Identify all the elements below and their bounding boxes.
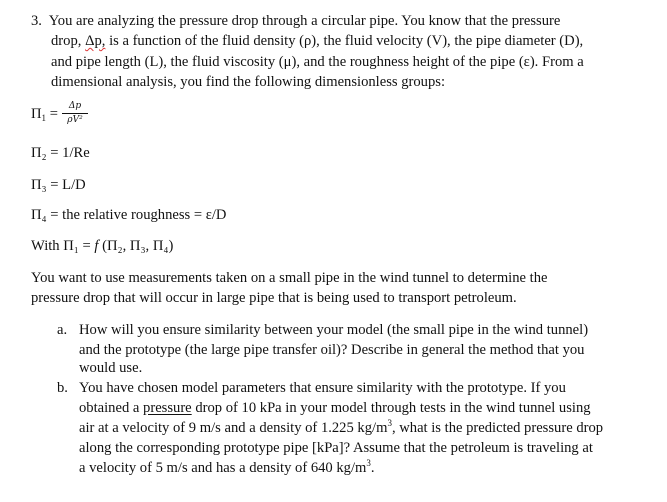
question-intro-2: is a function of the fluid density (ρ), the fluid velocity (V), the pipe diameter (D), bbox=[109, 33, 584, 49]
relation-prefix: With Π₁ = bbox=[31, 238, 95, 254]
part-b-line-1: You have chosen model parameters that ensure similarity with the prototype. If you bbox=[79, 380, 566, 396]
question-line-1 bbox=[31, 11, 560, 31]
relation-args: (Π₂, Π₃, Π₄) bbox=[98, 238, 174, 254]
functional-relation bbox=[31, 236, 173, 256]
part-a-marker: a. bbox=[57, 322, 68, 338]
question-line-2 bbox=[51, 31, 583, 51]
intro-line-2-prefix: drop, bbox=[51, 33, 86, 49]
part-a-line-1: How will you ensure similarity between your model (the small pipe in the wind tunnel) bbox=[79, 322, 589, 338]
part-b-marker: b. bbox=[57, 380, 68, 396]
pi4-equation: Π₄ = the relative roughness = ε/D bbox=[31, 207, 227, 223]
pi2-equation: Π₂ = 1/Re bbox=[31, 145, 90, 161]
pi1-fraction bbox=[62, 101, 88, 126]
question-intro-4: dimensional analysis, you find the following dimensionless groups: bbox=[51, 74, 445, 90]
question-intro-3: and pipe length (L), the fluid viscosity (μ), and the roughness height of the pipe (ε). From a bbox=[51, 54, 584, 70]
part-b-line-3 bbox=[79, 418, 603, 438]
spellcheck-underlined-word: Δp, bbox=[85, 33, 106, 49]
part-b-line-4: along the corresponding prototype pipe [kPa]? Assume that the petroleum is traveling at bbox=[79, 440, 593, 456]
part-b-line-3-pre: air at a velocity of 9 m/s and a density of 1.225 kg/m bbox=[79, 420, 388, 436]
part-b-line-5 bbox=[79, 458, 375, 478]
paragraph-line-1: You want to use measurements taken on a small pipe in the wind tunnel to determine the bbox=[31, 270, 548, 286]
part-b-line-3-post: , what is the predicted pressure drop bbox=[391, 420, 604, 436]
part-b-line-2-pre: obtained a bbox=[79, 400, 144, 416]
part-b-line-2-post: drop of 10 kPa in your model through tests in the wind tunnel using bbox=[191, 400, 591, 416]
part-a-line-3: would use. bbox=[79, 360, 143, 376]
question-intro-1: You are analyzing the pressure drop through a circular pipe. You know that the pressure bbox=[48, 13, 561, 29]
fraction-bar bbox=[62, 113, 88, 114]
pi1-symbol: Π bbox=[31, 106, 42, 122]
cubic-superscript: 3 bbox=[387, 418, 392, 428]
part-b-line-2 bbox=[79, 398, 591, 418]
pi1-numerator: Δp bbox=[68, 101, 82, 111]
pi1-equals: = bbox=[46, 106, 58, 122]
part-a-line-2: and the prototype (the large pipe transfer oil)? Describe in general the method that you bbox=[79, 342, 585, 358]
cubic-superscript: 3 bbox=[366, 458, 371, 468]
underlined-word: pressure bbox=[143, 400, 192, 416]
paragraph-line-2: pressure drop that will occur in large pipe that is being used to transport petroleum. bbox=[31, 290, 517, 306]
pi1-denominator: ρV² bbox=[67, 115, 83, 125]
pi3-equation: Π₃ = L/D bbox=[31, 177, 86, 193]
question-number: 3. bbox=[31, 13, 42, 29]
pi1-subscript: 1 bbox=[41, 113, 47, 123]
relation-function: f bbox=[94, 238, 99, 254]
part-b-line-5-post: . bbox=[370, 460, 375, 476]
pi1-equation bbox=[31, 104, 58, 124]
part-b-line-5-pre: a velocity of 5 m/s and has a density of 640 kg/m bbox=[79, 460, 367, 476]
